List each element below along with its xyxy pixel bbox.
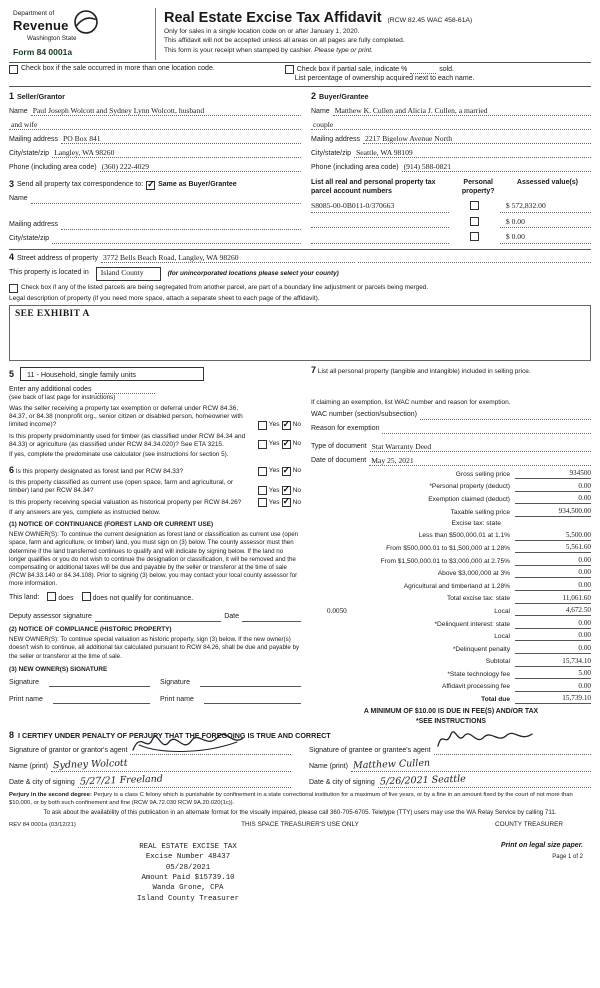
section-divider-2 [9,249,591,250]
s5-q2-text: Is this property predominantly used for timber (as classified under RCW 84.34 and 84.33) or agriculture (as classified under RCW 84.34.020)? See ETA 3215. [9,432,246,448]
tax-row-label: Above $3,000,000 at 3% [437,570,510,578]
dept-revenue-label: Revenue [13,17,69,33]
total-excise-state-value[interactable]: 11,061.60 [515,594,591,604]
see-instructions-note: *SEE INSTRUCTIONS [415,717,487,725]
grantee-name-print-label: Name (print) [309,762,348,770]
grantor-name-print-value: Sydney Wolcott [52,757,128,772]
exemption-claimed-value[interactable]: 0.00 [515,494,591,504]
assessed-value-col-header: Assessed value(s) [516,179,579,187]
header-divider [9,62,591,63]
correspondence-mailing-input[interactable] [61,220,301,230]
land-does-checkbox[interactable] [47,592,56,601]
assessed-value-input-1[interactable] [500,201,591,213]
buyer-name-input-2[interactable] [311,120,591,130]
print-legal-note: Print on legal size paper. [500,841,583,849]
grantee-name-print-value: Matthew Cullen [352,757,431,772]
buyer-name-input[interactable] [333,106,591,116]
correspondence-name-input[interactable] [31,194,301,204]
yes-label: Yes [268,440,280,448]
s6-q3-yes-checkbox[interactable] [258,498,267,507]
notice-compliance-text: NEW OWNER(S): To continue special valuation as historic property, sign (3) below. If the new owner(s) doesn't wish to continue, all additional tax calculated pursuant to RCW 84.26, shall be due and payable by the seller or transferor at the time of sale. [9,636,300,660]
buyer-phone-label: Phone (including area code) [311,163,399,171]
grantee-signature-block [309,742,591,788]
land-does-not-label: does not qualify for continuance. [92,595,194,603]
segregated-label: Check box if any of the listed parcels are being segregated from another parcel, are part of a boundary line adjustment or parcels being merged. [21,284,429,292]
no-label: No [292,486,301,494]
county-select[interactable] [96,267,161,281]
notice-compliance-heading: (2) NOTICE OF COMPLIANCE (HISTORIC PROPERTY) [9,626,172,634]
section-7 [311,365,591,466]
tax-row-label: From $500,000.01 to $1,500,000 at 1.28% [386,544,510,552]
legal-description-label: Legal description of property (if you need more space, attach a separate sheet to each page of the affidavit). [9,295,320,303]
buyer-name-value: Matthew K. Cullen and Alicia J. Cullen, a married [334,105,488,115]
stamp-amount-paid: Amount Paid $15739.10 [141,873,235,882]
treasurer-stamp-area [9,842,591,904]
stamp-treasurer-name: Wanda Grone, CPA [152,884,224,893]
section4-number: 4 [9,252,15,263]
local-tax-value[interactable]: 4,672.50 [515,606,591,616]
section1-number: 1 [9,91,15,102]
owner-print-label-1: Print name [9,695,43,703]
seller-phone-value: (360) 222-4029 [101,161,150,171]
form-title-ref: (RCW 82.45 WAC 458-61A) [387,17,473,24]
s6-q2-yes-checkbox[interactable] [258,486,267,495]
tier2-tax-value[interactable]: 5,561.60 [515,543,591,553]
s6-q1-yes-checkbox[interactable] [258,467,267,476]
buyer-name-value-2: couple [313,119,334,129]
yes-label: Yes [268,498,280,506]
tax-row-label: Local [494,607,510,615]
this-land-label: This land: [9,593,40,601]
minimum-due-note: A MINIMUM OF $10.00 IS DUE IN FEE(S) AND/OR TAX [363,708,539,716]
same-as-buyer-checkbox[interactable] [146,181,155,190]
parcel-table [311,177,591,244]
land-does-not-checkbox[interactable] [82,592,91,601]
treasurer-space-label: THIS SPACE TREASURER'S USE ONLY [241,821,359,829]
section2-number: 2 [311,91,317,102]
no-label: No [292,420,301,428]
deputy-assessor-signature-input[interactable] [95,612,221,622]
dept-of-label: Department of [13,9,55,17]
excise-tax-stamp [137,842,239,904]
buyer-city-value: Seattle, WA 98109 [356,147,413,157]
personal-property-checkbox-1[interactable] [470,201,479,210]
tax-row-label: *State technology fee [447,670,510,678]
affidavit-processing-fee-value[interactable]: 0.00 [515,682,591,692]
top-option-row [9,65,591,84]
form-header [9,6,591,60]
seller-phone-label: Phone (including area code) [9,163,97,171]
no-label: No [292,440,301,448]
grantee-date-city-value: 5/26/2021 Seattle [379,773,466,788]
total-due-value[interactable]: 15,739.10 [515,694,591,704]
tax-row-label: Taxable selling price [450,508,510,516]
correspondence-name-label: Name [9,195,28,203]
reason-exemption-label: Reason for exemption [311,424,380,432]
seller-mailing-input[interactable] [61,134,301,144]
tax-row-label: Gross selling price [455,470,510,478]
perjury-lead: Perjury in the second degree: [9,792,92,799]
notice-continuance-heading: (1) NOTICE OF CONTINUANCE (FOREST LAND OR CURRENT USE) [9,521,214,529]
assessed-value-3: $ 0.00 [505,232,525,242]
yes-label: Yes [268,486,280,494]
tax-row-label: *Delinquent interest: state [434,620,510,628]
seller-name-value-2: and wife [11,119,38,129]
section1-title: Seller/Grantor [17,92,65,102]
county-value: Island County [100,267,144,277]
land-use-code-value: 11 - Household, single family units [27,369,136,379]
assessed-value-2: $ 0.00 [505,216,525,226]
section-certify [9,730,591,789]
multi-location-label: Check box if the sale occurred in more than one location code. [21,65,215,73]
tax-computation-table [311,469,591,726]
grantee-name-print-input[interactable] [351,759,591,772]
s5-q1-text: Was the seller receiving a property tax exemption or deferral under RCW 84.36, 84.37, or 84.38 (nonprofit org., senior citizen or disabled person, homeowner with limited income)? [9,405,243,429]
grantee-date-city-label: Date & city of signing [309,779,375,787]
deputy-assessor-label: Deputy assessor signature [9,613,92,621]
doc-date-input[interactable] [369,456,591,466]
doc-type-value: Stat Warranty Deed [371,441,432,451]
seller-mailing-label: Mailing address [9,135,59,143]
correspondence-label: Send all property tax correspondence to: [17,180,144,188]
grantee-signature-input[interactable] [434,745,591,755]
section8-number: 8 [9,729,15,740]
land-use-code-select[interactable] [20,367,204,381]
s6-q1-no-checkbox[interactable] [282,467,291,476]
deputy-date-input[interactable] [242,612,301,622]
delinquent-interest-state-value[interactable]: 0.00 [515,619,591,629]
personal-property-blank-area[interactable] [311,377,591,399]
buyer-phone-input[interactable] [402,162,591,172]
yes-label: Yes [268,467,280,475]
s6-q3-no-checkbox[interactable] [282,498,291,507]
additional-codes-note: (see back of last page for instructions) [9,394,116,402]
s5-q1-no-checkbox[interactable] [282,421,291,430]
deputy-date-label: Date [224,613,239,621]
correspondence-city-label: City/state/zip [9,234,50,242]
s6-q3-text: Is this property receiving special valuation as historical property per RCW 84.26? [9,499,242,506]
parcel-col-header: List all real and personal property tax parcel account numbers [311,179,436,196]
tax-row-label: Subtotal [485,658,510,666]
personal-property-checkbox-3[interactable] [470,232,479,241]
buyer-mailing-label: Mailing address [311,135,361,143]
owner-print-input-2[interactable] [204,694,301,704]
section-correspondence [9,177,301,244]
stamp-date: 05/28/2021 [165,863,211,872]
parcel-row-3 [311,232,591,244]
assessed-value-1: $ 572,832.00 [505,200,546,210]
wac-number-input[interactable] [420,410,591,420]
parcel-number-input-3[interactable] [311,234,449,244]
s6-q1-text: Is this property designated as forest land per RCW 84.33? [15,467,184,475]
tax-row-label: Total due [481,696,510,704]
seller-name-input[interactable] [31,106,301,116]
perjury-notice [9,792,591,807]
tier3-tax-value[interactable]: 0.00 [515,556,591,566]
no-label: No [292,467,301,475]
tax-row-label: *Delinquent penalty [452,645,510,653]
legal-description-value: SEE EXHIBIT A [15,309,90,320]
new-owner-signature-heading: (3) NEW OWNER(S) SIGNATURE [9,665,108,673]
s5-q2-no-checkbox[interactable] [282,440,291,449]
tax-row-label: Less than $500,000.01 at 1.1% [418,532,510,540]
stamp-excise-number: Excise Number 48437 [145,853,231,862]
partial-sale-checkbox[interactable] [285,65,294,74]
personal-property-col-header: Personal property? [461,179,495,196]
grantor-sig-label: Signature of grantor or grantor's agent [9,746,128,754]
buyer-city-input[interactable] [354,148,591,158]
section-property [9,252,591,361]
header-note-1: Only for sales in a single location code on or after January 1, 2020. [164,28,360,36]
buyer-name-label: Name [311,107,330,115]
seller-name-input-2[interactable] [9,120,301,130]
form-title: Real Estate Excise Tax Affidavit [164,10,382,26]
section-seller [9,89,301,172]
yes-label: Yes [268,420,280,428]
assessed-value-input-3[interactable] [500,232,591,244]
grantor-signature-input[interactable] [130,745,291,755]
s6-q2-no-checkbox[interactable] [282,486,291,495]
perjury-text: Perjury is a class C felony which is punishable by confinement in a state correctional institution for a maximum of five years, or by a fine in an amount fixed by the court of not more than $10,000, or by both such confinement and fine (RCW 9A.72.030 RCW 9A.20.020(1c)). [9,792,573,806]
street-address-input-extra[interactable] [358,253,591,263]
additional-codes-input[interactable] [95,385,155,394]
grantor-name-print-label: Name (print) [9,762,48,770]
correspondence-city-input[interactable] [52,234,301,244]
header-note-3-italic: Please type or print. [314,46,373,54]
segregated-checkbox[interactable] [9,284,18,293]
tax-row-label: Affidavit processing fee [441,683,510,691]
grantor-date-city-input[interactable] [78,775,291,788]
stamp-treasurer-title: Island County Treasurer [137,894,240,903]
parcel-row-2 [311,217,591,229]
rev-number: REV 84 0001a (03/12/21) [9,822,76,829]
section2-title: Buyer/Grantee [319,92,369,102]
tax-row-label: Agricultural and timberland at 1.28% [403,582,510,590]
doc-type-input[interactable] [370,442,591,452]
correspondence-mailing-label: Mailing address [9,221,59,229]
s6-q2-text: Is this property classified as current use (open space, farm and agricultural, or timber) land per RCW 84.34? [9,478,233,494]
parcel-number-input-1[interactable] [311,201,449,213]
parcel-number-1: S8085-00-0B011-0/370663 [311,200,395,210]
tax-row-label: Local [494,633,510,641]
seller-phone-input[interactable] [100,162,301,172]
partial-sale-sold-label: sold. [439,65,455,73]
seller-city-label: City/state/zip [9,149,50,157]
owner-print-input-1[interactable] [53,694,150,704]
state-technology-fee-value[interactable]: 5.00 [515,669,591,679]
seller-mailing-value: PO Box 841 [63,133,101,143]
exemption-note: If claiming an exemption, list WAC number and reason for exemption. [311,398,511,406]
notice-continuance-text: NEW OWNER(S): To continue the current designation as forest land or classification as current use (open space, farm and agriculture, or timber) land, you must sign on (3) below. The county assessor must then determine if the land transferred continues to qualify and will indicate by signing below. If the land no longer qualifies or you do not wish to continue the designation or classification, it will be removed and the compensating or additional taxes will be due and payable by the seller or transferor at the time of sale (RCW 84.33.140 or 84.34.108). Prior to signing (3) below, you may contact your local county assessor for more information. [9,531,299,588]
doc-date-value: May 25, 2021 [371,455,414,465]
local-rate-value: 0.0050 [327,607,347,616]
parcel-row-1 [311,201,591,213]
page-number: Page 1 of 2 [552,853,583,860]
section5-number: 5 [9,368,15,379]
doc-date-label: Date of document [311,457,367,465]
located-in-label: This property is located in [9,269,89,277]
excise-tax-state-heading: Excise tax: state [451,519,501,527]
seller-name-label: Name [9,107,28,115]
owner-signature-label-1: Signature [9,678,39,686]
parcel-number-input-2[interactable] [311,218,449,228]
land-does-label: does [58,595,74,603]
agricultural-tax-value[interactable]: 0.00 [515,581,591,591]
form-number: Form 84 0001a [13,46,73,57]
section-5 [9,367,301,458]
street-address-value: 3772 Bells Beach Road, Langley, WA 98260 [102,252,239,262]
subtotal-value[interactable]: 15,734.10 [515,657,591,667]
certify-statement: I CERTIFY UNDER PENALTY OF PERJURY THAT THE FOREGOING IS TRUE AND CORRECT [18,730,331,740]
s5-q1-yes-checkbox[interactable] [258,421,267,430]
same-as-buyer-label: Same as Buyer/Grantee [158,180,237,188]
no-label: No [292,498,301,506]
seller-city-value: Langley, WA 98260 [54,147,115,157]
s7-intro: List all personal property (tangible and intangible) included in selling price. [317,368,531,376]
owner-signature-input-1[interactable] [49,677,150,687]
taxable-selling-price-value[interactable]: 934,500.00 [515,507,591,517]
header-note-3: This form is your receipt when stamped by cashier. [164,46,313,54]
grantor-signature-block [9,742,291,788]
reason-exemption-input[interactable] [382,424,591,434]
section-buyer [311,89,591,172]
grantee-date-city-input[interactable] [378,775,591,788]
stamp-title: REAL ESTATE EXCISE TAX [139,842,237,851]
grantee-sig-label: Signature of grantee or grantee's agent [309,746,431,754]
gross-selling-price-value[interactable]: 934500 [515,469,591,479]
alternate-format-note: To ask about the availability of this publication in an alternate format for the visually impaired, please call 360-705-6705. Teletype (TTY) users may use the WA Relay Service by calling 711. [43,809,557,817]
street-address-input[interactable] [101,253,355,263]
owner-print-label-2: Print name [160,695,194,703]
section7-number: 7 [311,365,317,376]
partial-sale-label: Check box if partial sale, indicate % [296,65,408,73]
county-treasurer-label: COUNTY TREASURER [495,821,563,829]
assessed-value-input-2[interactable] [500,217,591,229]
tax-row-label: *Personal property (deduct) [429,483,510,491]
unincorporated-note: (for unincorporated locations please select your county) [167,269,339,277]
section-divider-1 [9,86,591,87]
grantor-date-city-value: 5/27/21 Freeland [79,773,163,788]
tier4-tax-value[interactable]: 0.00 [515,568,591,578]
seller-name-value: Paul Joseph Wolcott and Sydney Lynn Wolcott, husband [32,105,205,115]
section6-number: 6 [9,464,15,475]
personal-property-checkbox-2[interactable] [470,217,479,226]
multi-location-checkbox[interactable] [9,65,18,74]
owner-signature-label-2: Signature [160,678,190,686]
tax-row-label: Total excise tax: state [446,595,510,603]
buyer-city-label: City/state/zip [311,149,352,157]
buyer-mailing-value: 2217 Bigelow Avenue North [365,133,452,143]
grantor-name-print-input[interactable] [51,759,291,772]
personal-property-deduct-value[interactable]: 0.00 [515,482,591,492]
revenue-logo-icon [73,9,99,35]
doc-type-label: Type of document [311,443,367,451]
buyer-phone-value: (914) 588-0821 [403,161,452,171]
owner-signature-input-2[interactable] [200,677,301,687]
s5-q2-yes-checkbox[interactable] [258,440,267,449]
tier1-tax-value[interactable]: 5,500.00 [515,531,591,541]
delinquent-interest-local-value[interactable]: 0.00 [515,631,591,641]
predominate-use-note: If yes, complete the predominate use calculator (see instructions for section 5). [9,450,229,458]
tax-row-label: From $1,500,000.01 to $3,000,000 at 2.75% [380,557,510,565]
legal-description-box[interactable] [9,305,591,361]
seller-city-input[interactable] [52,148,301,158]
street-address-label: Street address of property [17,254,98,262]
dept-state-label: Washington State [27,35,77,42]
grantor-date-city-label: Date & city of signing [9,779,75,787]
wac-number-label: WAC number (section/subsection) [311,411,417,419]
section-6 [9,465,301,705]
header-note-2: This affidavit will not be accepted unless all areas on all pages are fully completed. [164,37,405,45]
buyer-mailing-input[interactable] [363,134,591,144]
partial-sale-percent-input[interactable] [410,65,436,74]
tax-row-label: Exemption claimed (deduct) [428,496,510,504]
delinquent-penalty-value[interactable]: 0.00 [515,644,591,654]
dor-logo-block [9,8,156,60]
s6-note: If any answers are yes, complete as instructed below. [9,509,161,517]
ownership-percentage-note: List percentage of ownership acquired next to each name. [294,75,475,83]
form-footer [9,821,591,829]
section3-number: 3 [9,179,15,190]
additional-codes-label: Enter any additional codes [9,385,92,393]
